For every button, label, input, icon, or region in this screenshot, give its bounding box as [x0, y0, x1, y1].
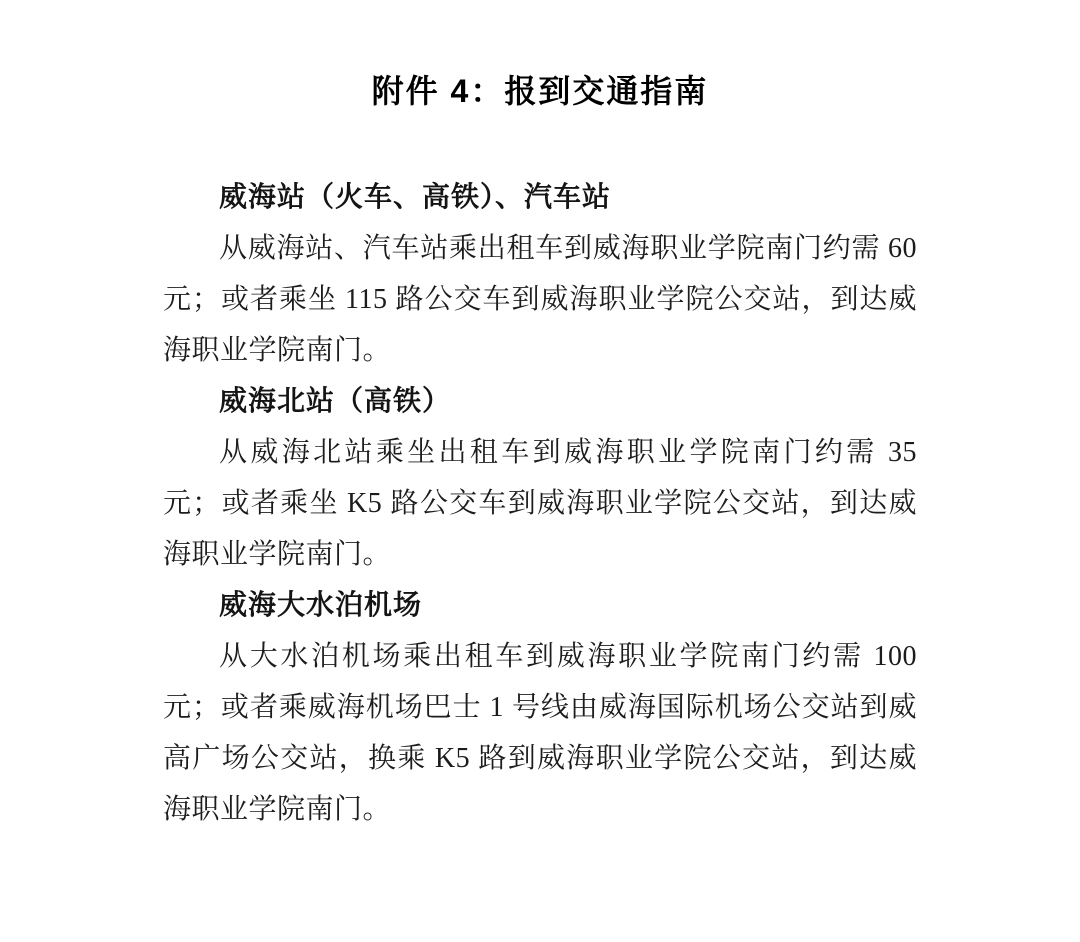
section-paragraph-weihai-station: 从威海站、汽车站乘出租车到威海职业学院南门约需 60 元；或者乘坐 115 路公交车到威海职业学院公交站，到达威海职业学院南门。: [163, 233, 917, 366]
document-body: [163, 172, 917, 835]
section-dashuibo-airport: [163, 580, 917, 835]
section-paragraph-dashuibo-airport: 从大水泊机场乘出租车到威海职业学院南门约需 100 元；或者乘威海机场巴士 1 号线由威海国际机场公交站到威高广场公交站，换乘 K5 路到威海职业学院公交站，到达威海职业学院南门。: [163, 641, 917, 825]
section-paragraph-weihai-north-station: 从威海北站乘坐出租车到威海职业学院南门约需 35 元；或者乘坐 K5 路公交车到威海职业学院公交站，到达威海职业学院南门。: [163, 437, 917, 570]
section-weihai-north-station: [163, 376, 917, 580]
section-weihai-station: [163, 172, 917, 376]
document-title: 附件 4：报到交通指南: [371, 73, 709, 109]
section-heading-dashuibo-airport: 威海大水泊机场: [219, 590, 423, 621]
section-heading-weihai-north-station: 威海北站（高铁）: [219, 386, 452, 417]
section-heading-weihai-station: 威海站（火车、高铁）、汽车站: [219, 182, 612, 213]
